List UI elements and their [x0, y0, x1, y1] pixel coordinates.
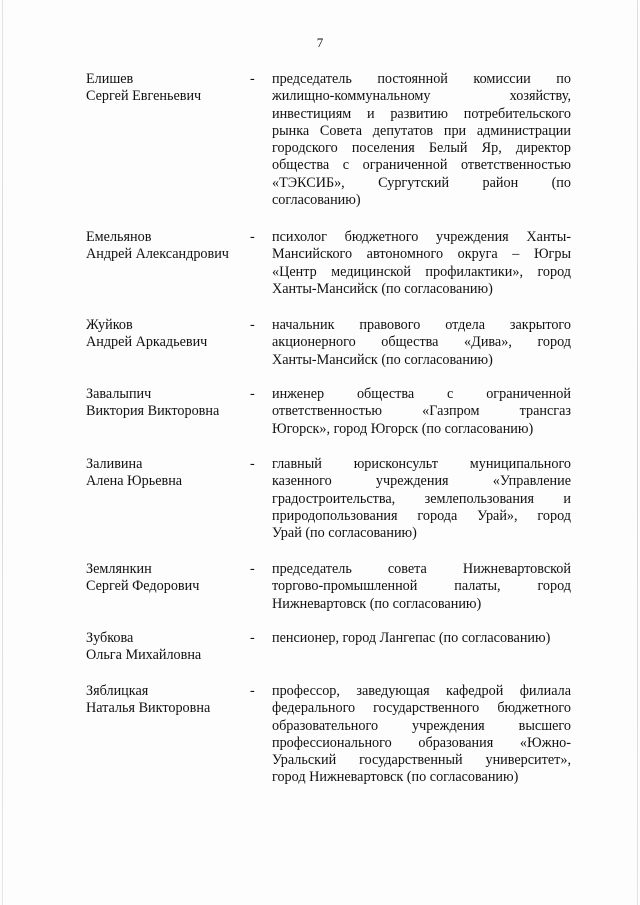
- page-number: 7: [316, 35, 324, 50]
- member-given-name: Сергей Федорович: [86, 578, 200, 595]
- description-line: Югорск», город Югорск (по согласованию): [272, 420, 534, 437]
- member-surname: Завалыпич: [86, 386, 152, 402]
- member-given-name: Андрей Александрович: [86, 246, 229, 263]
- member-name: [86, 71, 256, 106]
- member-given-name: Алена Юрьевна: [86, 473, 183, 490]
- description-line: профессионального образования «Южно-: [272, 734, 571, 751]
- description-line: казенного учреждения «Управление: [272, 473, 571, 490]
- dash-separator: -: [250, 71, 255, 87]
- description-line: жилищно-коммунальному хозяйству,: [272, 88, 571, 105]
- member-description: [272, 561, 571, 613]
- member-surname: Зяблицкая: [86, 683, 149, 699]
- member-description: [272, 317, 571, 369]
- member-name: [86, 630, 256, 665]
- description-line: градостроительства, землепользования и: [272, 490, 571, 507]
- description-line: акционерного общества «Дива», город: [272, 334, 571, 351]
- description-line: инвестициям и развитию потребительского: [272, 105, 571, 122]
- member-description: [272, 683, 571, 787]
- description-line: психолог бюджетного учреждения Ханты-: [272, 229, 571, 245]
- member-surname: Зубкова: [86, 630, 134, 646]
- member-name: [86, 456, 256, 491]
- member-given-name: Ольга Михайловна: [86, 647, 202, 664]
- description-line: Урай (по согласованию): [272, 525, 417, 542]
- member-surname: Елишев: [86, 71, 134, 87]
- member-name: [86, 561, 256, 596]
- description-line: «Центр медицинской профилактики», город: [272, 263, 571, 280]
- member-description: [272, 456, 571, 542]
- member-given-name: Андрей Аркадьевич: [86, 334, 208, 351]
- description-line: Ханты-Мансийск (по согласованию): [272, 280, 493, 297]
- member-name: [86, 317, 256, 352]
- description-line: пенсионер, город Лангепас (по согласованию): [272, 630, 551, 646]
- description-line: общества с ограниченной ответственностью: [272, 157, 571, 174]
- member-description: [272, 229, 571, 298]
- dash-separator: -: [250, 456, 255, 472]
- member-name: [86, 683, 256, 718]
- member-name: [86, 386, 256, 421]
- description-line: ответственностью «Газпром трансгаз: [272, 403, 571, 420]
- description-line: профессор, заведующая кафедрой филиала: [272, 683, 571, 699]
- description-line: Уральский государственный университет»,: [272, 752, 571, 769]
- dash-separator: -: [250, 229, 255, 245]
- member-surname: Землянкин: [86, 561, 152, 577]
- description-line: торгово-промышленной палаты, город: [272, 578, 571, 595]
- description-line: инженер общества с ограниченной: [272, 386, 571, 402]
- dash-separator: -: [250, 683, 255, 699]
- member-surname: Жуйков: [86, 317, 133, 333]
- dash-separator: -: [250, 386, 255, 402]
- description-line: Мансийского автономного округа – Югры: [272, 246, 571, 263]
- member-name: [86, 229, 256, 264]
- member-surname: Заливина: [86, 456, 143, 472]
- description-line: федерального государственного бюджетного: [272, 700, 571, 717]
- description-line: рынка Совета депутатов при администрации: [272, 122, 571, 139]
- description-line: образовательного учреждения высшего: [272, 717, 571, 734]
- dash-separator: -: [250, 561, 255, 577]
- member-description: [272, 630, 571, 647]
- dash-separator: -: [250, 630, 255, 646]
- description-line: согласованию): [272, 192, 361, 209]
- member-given-name: Виктория Викторовна: [86, 403, 220, 420]
- member-description: [272, 386, 571, 438]
- member-given-name: Наталья Викторовна: [86, 700, 211, 717]
- description-line: природопользования города Урай», город: [272, 507, 571, 524]
- description-line: начальник правового отдела закрытого: [272, 317, 571, 333]
- member-given-name: Сергей Евгеньевич: [86, 88, 202, 105]
- description-line: Ханты-Мансийск (по согласованию): [272, 351, 493, 368]
- description-line: главный юрисконсульт муниципального: [272, 456, 571, 472]
- member-description: [272, 71, 571, 209]
- dash-separator: -: [250, 317, 255, 333]
- description-line: «ТЭКСИБ», Сургутский район (по: [272, 174, 571, 191]
- description-line: город Нижневартовск (по согласованию): [272, 769, 519, 786]
- description-line: председатель постоянной комиссии по: [272, 71, 571, 87]
- description-line: председатель совета Нижневартовской: [272, 561, 571, 577]
- member-surname: Емельянов: [86, 229, 152, 245]
- description-line: Нижневартовск (по согласованию): [272, 595, 482, 612]
- description-line: городского поселения Белый Яр, директор: [272, 140, 571, 157]
